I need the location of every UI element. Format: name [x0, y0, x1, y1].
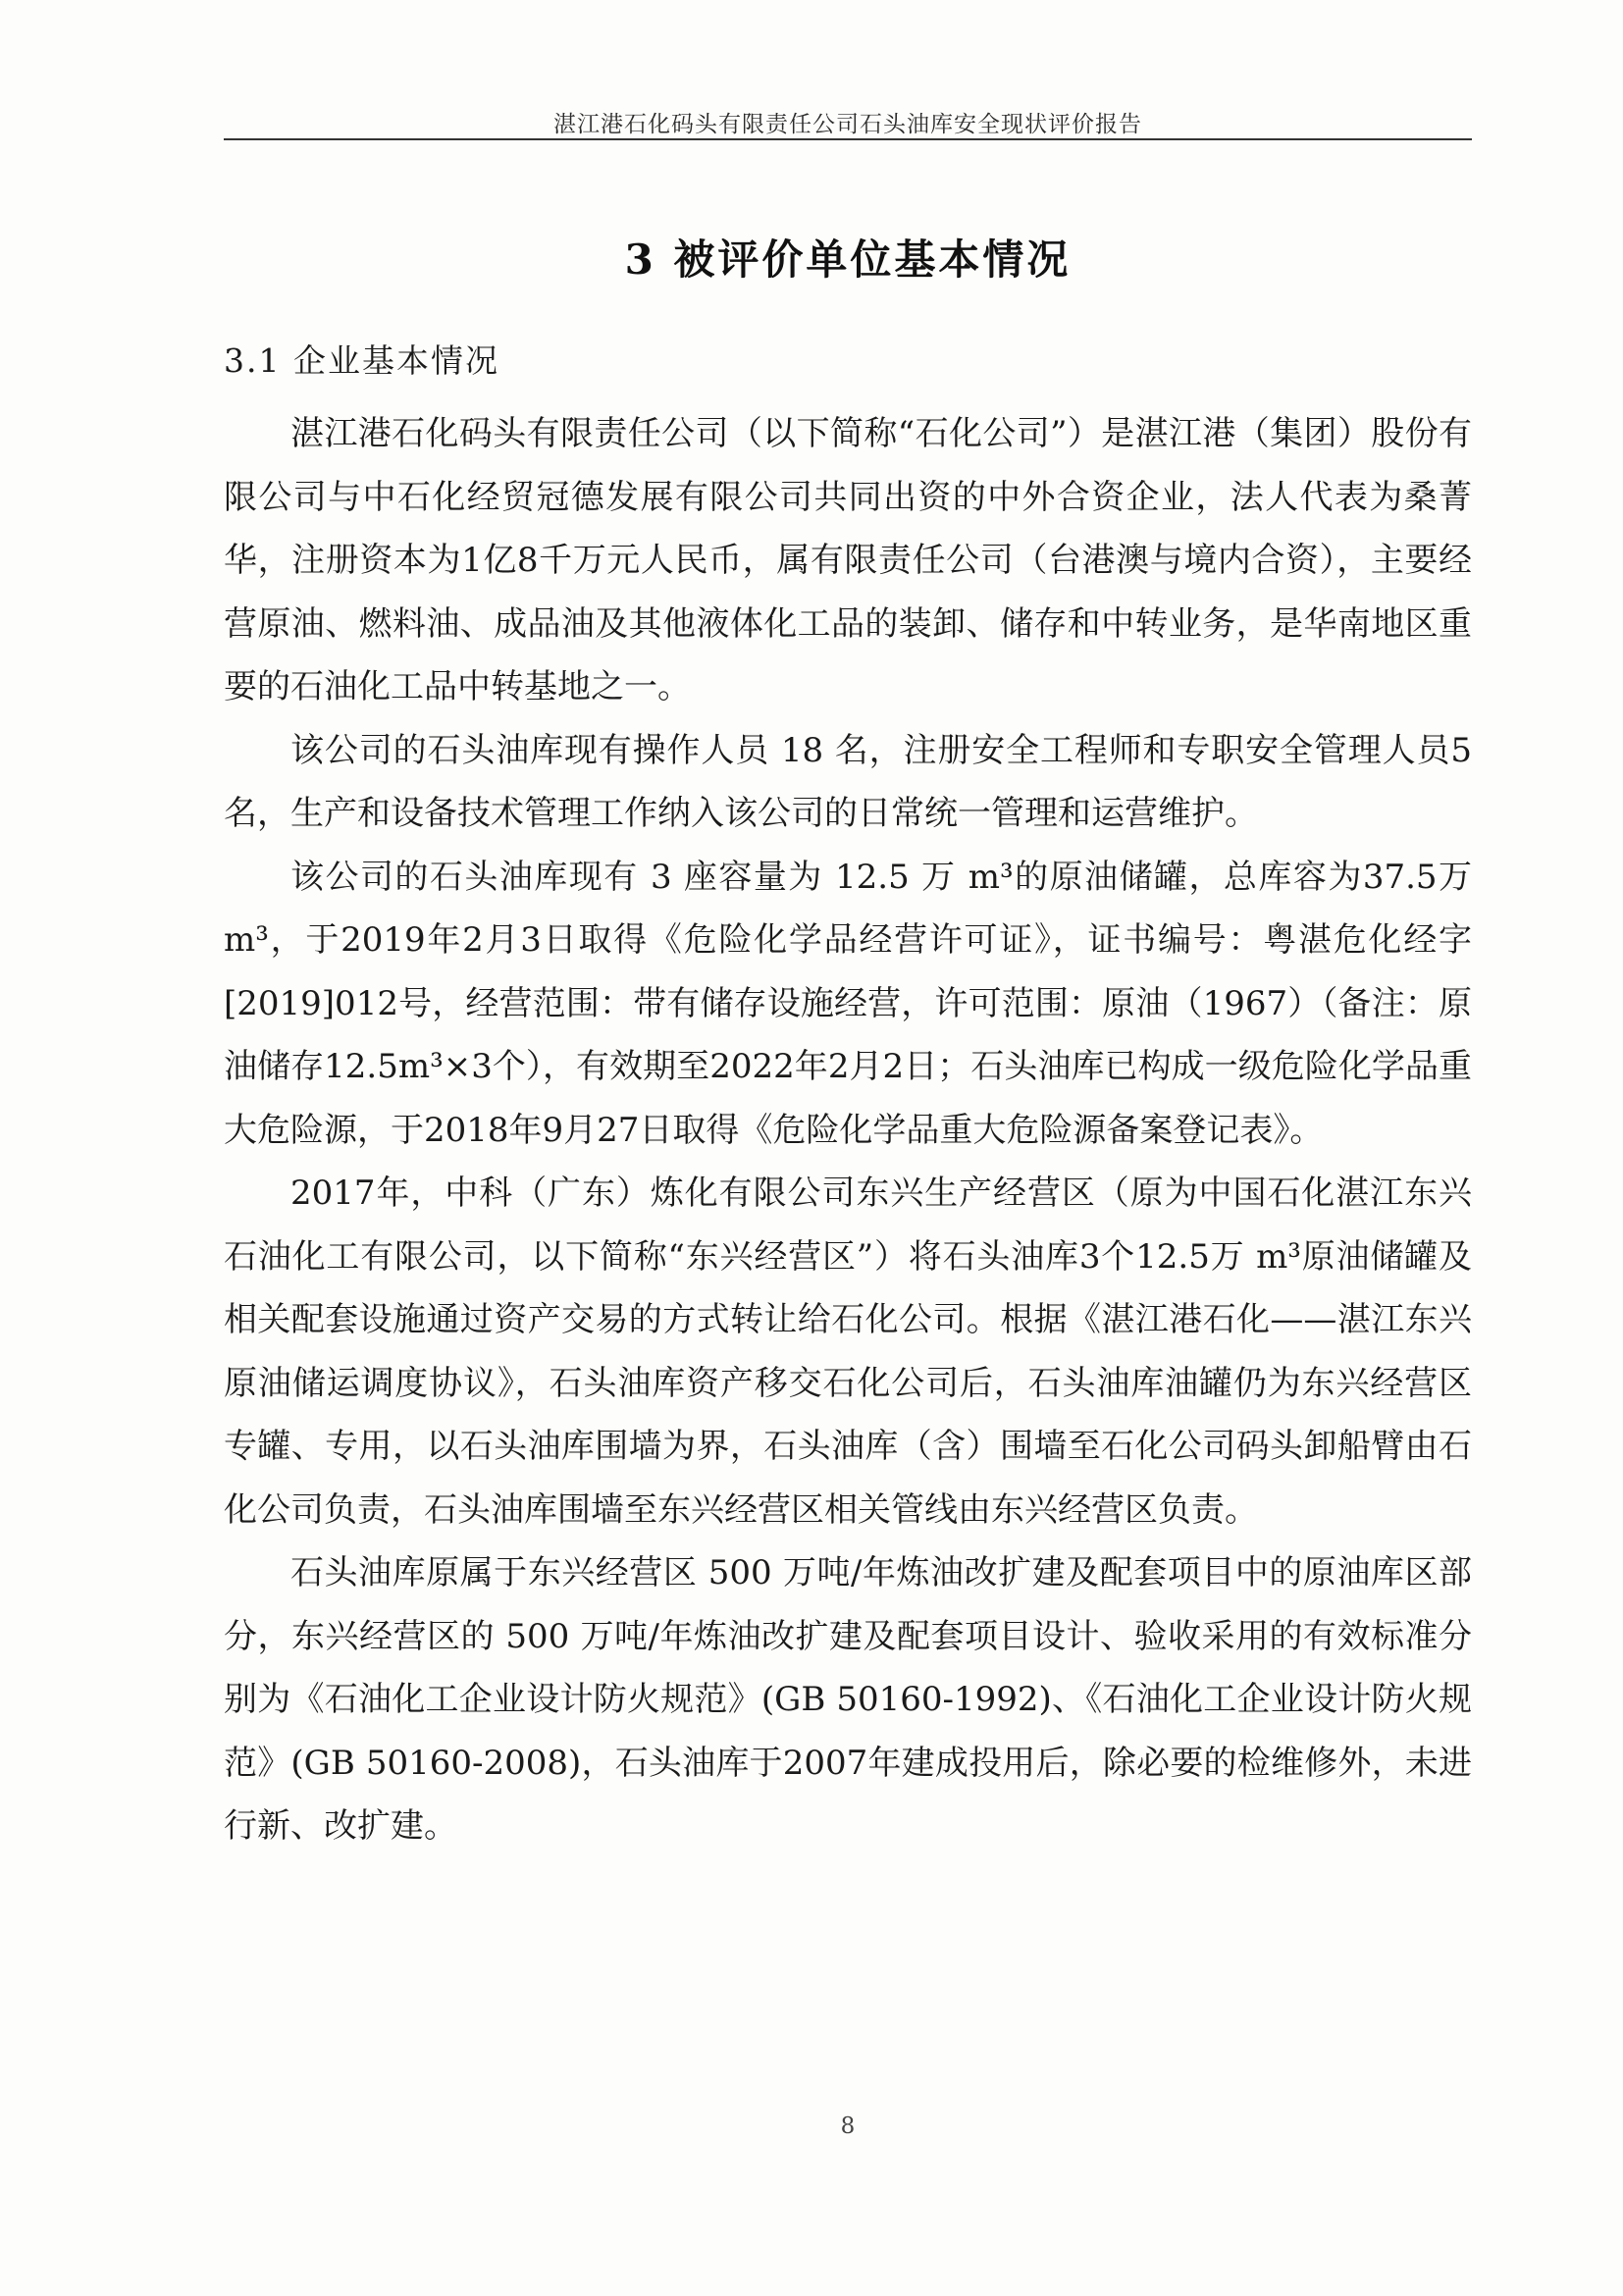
paragraph: 湛江港石化码头有限责任公司（以下简称“石化公司”）是湛江港（集团）股份有限公司与中石化经贸冠德发展有限公司共同出资的中外合资企业，法人代表为桑菁华，注册资本为1亿8千万元人民币，属有限责任公司（台港澳与境内合资），主要经营原油、燃料油、成品油及其他液体化工品的装卸、储存和中转业务，是华南地区重要的石油化工品中转基地之一。: [224, 414, 1472, 706]
paragraph: 该公司的石头油库现有 3 座容量为 12.5 万 m³的原油储罐，总库容为37.5万m³，于2019年2月3日取得《危险化学品经营许可证》，证书编号：粤湛危化经字[2019]012号，经营范围：带有储存设施经营，许可范围：原油（1967）（备注：原油储存12.5m³×3个），有效期至2022年2月2日；石头油库已构成一级危险化学品重大危险源，于2018年9月27日取得《危险化学品重大危险源备案登记表》。: [224, 857, 1472, 1150]
page-number: 8: [840, 2113, 856, 2139]
chapter-title: 3 被评价单位基本情况: [624, 235, 1072, 284]
running-header: 湛江港石化码头有限责任公司石头油库安全现状评价报告: [553, 112, 1142, 137]
header-divider: [224, 138, 1472, 140]
paragraph: 该公司的石头油库现有操作人员 18 名，注册安全工程师和专职安全管理人员5名，生产和设备技术管理工作纳入该公司的日常统一管理和运营维护。: [224, 730, 1472, 833]
section-title: 3.1 企业基本情况: [224, 341, 499, 380]
paragraph: 石头油库原属于东兴经营区 500 万吨/年炼油改扩建及配套项目中的原油库区部分，东兴经营区的 500 万吨/年炼油改扩建及配套项目设计、验收采用的有效标准分别为《石油化工企业设计防火规范》(GB 50160-1992)、《石油化工企业设计防火规范》(GB 50160-2008)，石头油库于2007年建成投用后，除必要的检维修外，未进行新、改扩建。: [224, 1553, 1472, 1846]
paragraph: 2017年，中科（广东）炼化有限公司东兴生产经营区（原为中国石化湛江东兴石油化工有限公司，以下简称“东兴经营区”）将石头油库3个12.5万 m³原油储罐及相关配套设施通过资产交易的方式转让给石化公司。根据《湛江港石化——湛江东兴原油储运调度协议》，石头油库资产移交石化公司后，石头油库油罐仍为东兴经营区专罐、专用，以石头油库围墙为界，石头油库（含）围墙至石化公司码头卸船臂由石化公司负责，石头油库围墙至东兴经营区相关管线由东兴经营区负责。: [224, 1174, 1472, 1530]
body-text: [224, 402, 1472, 1858]
